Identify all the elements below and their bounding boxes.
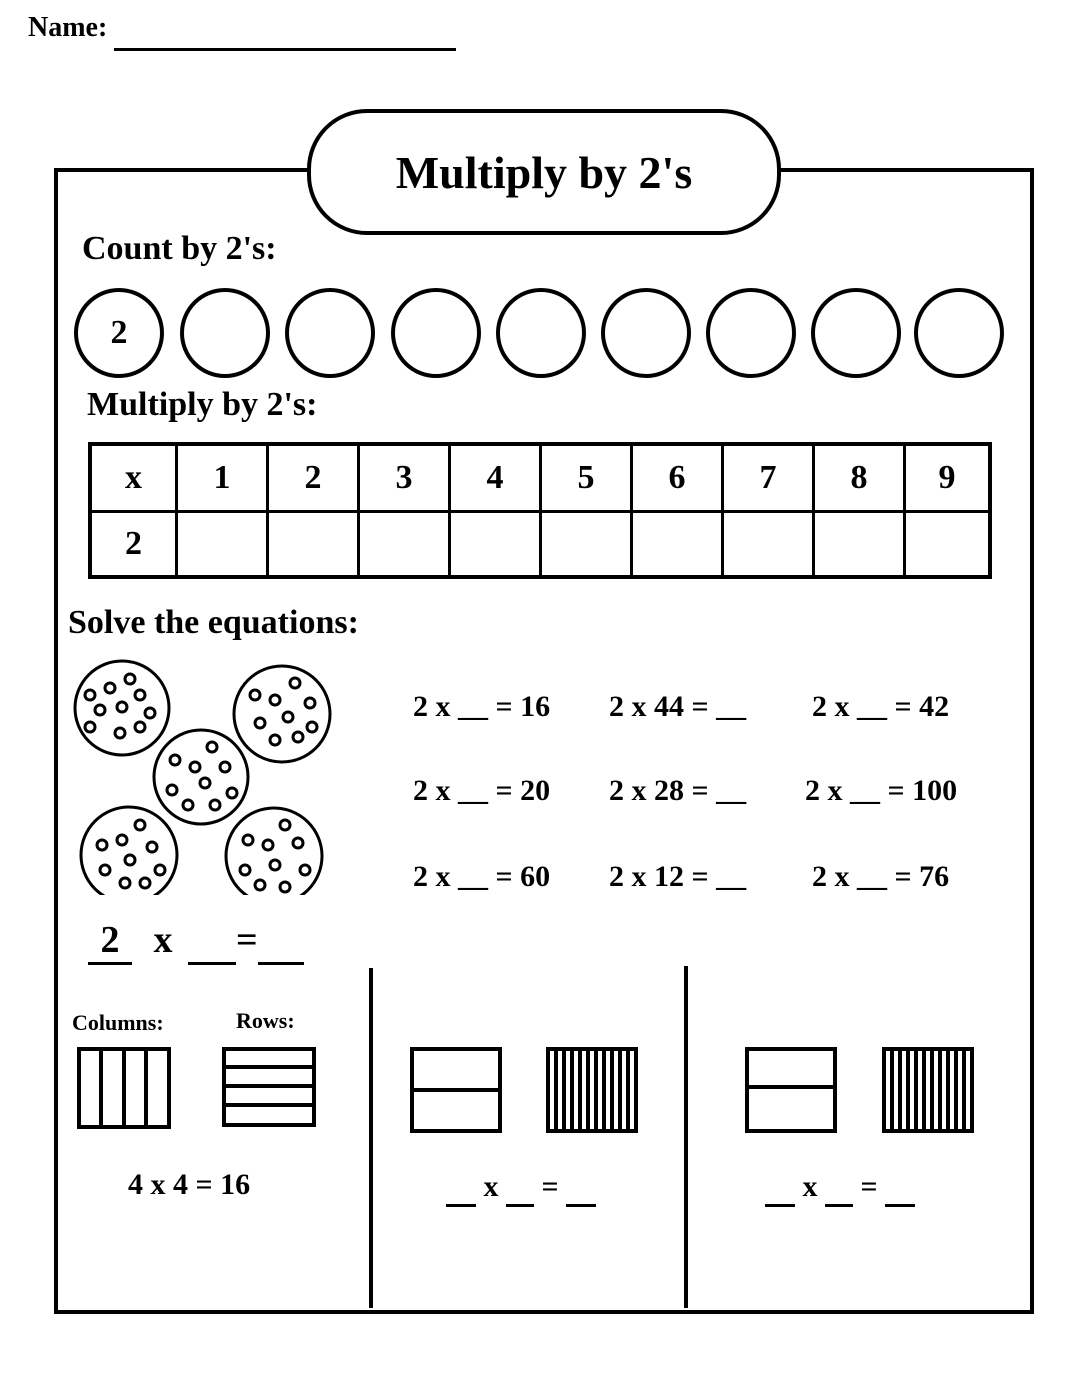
table-answer-cell[interactable] [723, 511, 814, 577]
equation[interactable]: 2 x __ = 100 [805, 774, 958, 807]
cookie-icon [226, 808, 322, 895]
cookie-icon [234, 666, 330, 762]
table-cell: 9 [905, 444, 991, 511]
array-blank-times: x [802, 1170, 818, 1203]
cookies-eq-times: x [153, 919, 173, 961]
table-cell: 3 [359, 444, 450, 511]
table-header-row [90, 444, 990, 511]
table-cell: 5 [541, 444, 632, 511]
table-cell: 2 [90, 511, 177, 577]
table-answer-cell[interactable] [905, 511, 991, 577]
columns-label: Columns: [72, 1010, 164, 1035]
count-circle[interactable] [180, 288, 270, 378]
equation[interactable]: 2 x 44 = __ [609, 690, 747, 723]
table-answer-cell[interactable] [632, 511, 723, 577]
two-rows-array-icon [412, 1049, 500, 1131]
array-blank-equals: = [541, 1170, 559, 1203]
table-cell: 8 [814, 444, 905, 511]
array-shapes [70, 1040, 1030, 1140]
count-circle[interactable] [914, 288, 1004, 378]
array-blank-answer[interactable] [885, 1170, 915, 1207]
cookie-icon [154, 730, 248, 824]
table-answer-cell[interactable] [541, 511, 632, 577]
table-section-label: Multiply by 2's: [87, 386, 318, 423]
array-blank-factor[interactable] [825, 1170, 853, 1207]
cookies-eq-blank[interactable] [188, 918, 236, 965]
table-cell: 6 [632, 444, 723, 511]
cookies-illustration [60, 655, 350, 895]
name-label: Name: [28, 12, 108, 43]
name-input-line[interactable] [114, 48, 456, 51]
cookies-eq-first: 2 [88, 918, 132, 965]
equation[interactable]: 2 x 12 = __ [609, 860, 747, 893]
table-answer-row [90, 511, 990, 577]
array-blank-equals: = [860, 1170, 878, 1203]
array-blank-factor[interactable] [506, 1170, 534, 1207]
count-circle[interactable] [706, 288, 796, 378]
table-answer-cell[interactable] [814, 511, 905, 577]
equation[interactable]: 2 x __ = 42 [812, 690, 950, 723]
worksheet-title-text: Multiply by 2's [395, 146, 693, 198]
many-columns-array-icon [884, 1049, 972, 1131]
cookies-eq-answer[interactable] [258, 918, 304, 965]
worksheet-title [307, 109, 781, 235]
count-circle[interactable] [496, 288, 586, 378]
cookies-equation [88, 918, 304, 965]
array-blank-factor[interactable] [446, 1170, 476, 1207]
array-example-equation: 4 x 4 = 16 [128, 1168, 251, 1201]
array-blank-equation [446, 1170, 596, 1207]
count-circle[interactable]: 2 [74, 288, 164, 378]
array-blank-equation [765, 1170, 915, 1207]
table-answer-cell[interactable] [450, 511, 541, 577]
count-circle[interactable] [601, 288, 691, 378]
table-answer-cell[interactable] [359, 511, 450, 577]
cookies-eq-equals: = [236, 919, 258, 961]
many-columns-array-icon [548, 1049, 636, 1131]
array-blank-times: x [483, 1170, 499, 1203]
columns-array-icon [79, 1049, 169, 1127]
count-circle[interactable] [391, 288, 481, 378]
two-rows-array-icon [747, 1049, 835, 1131]
rows-array-icon [224, 1049, 314, 1125]
cookie-icon [81, 807, 177, 895]
rows-label: Rows: [236, 1008, 295, 1033]
array-blank-answer[interactable] [566, 1170, 596, 1207]
equation[interactable]: 2 x __ = 20 [413, 774, 551, 807]
equation[interactable]: 2 x 28 = __ [609, 774, 747, 807]
equation[interactable]: 2 x __ = 16 [413, 690, 551, 723]
table-cell: 2 [268, 444, 359, 511]
table-answer-cell[interactable] [268, 511, 359, 577]
count-circle[interactable] [285, 288, 375, 378]
table-cell: x [90, 444, 177, 511]
cookie-icon [75, 661, 169, 755]
table-cell: 4 [450, 444, 541, 511]
count-section-label: Count by 2's: [82, 230, 277, 267]
array-blank-factor[interactable] [765, 1170, 795, 1207]
table-cell: 7 [723, 444, 814, 511]
table-answer-cell[interactable] [177, 511, 268, 577]
table-cell: 1 [177, 444, 268, 511]
equation[interactable]: 2 x __ = 60 [413, 860, 551, 893]
count-circle[interactable] [811, 288, 901, 378]
multiplication-table [88, 442, 992, 579]
equation[interactable]: 2 x __ = 76 [812, 860, 950, 893]
equations-section-label: Solve the equations: [68, 604, 359, 641]
